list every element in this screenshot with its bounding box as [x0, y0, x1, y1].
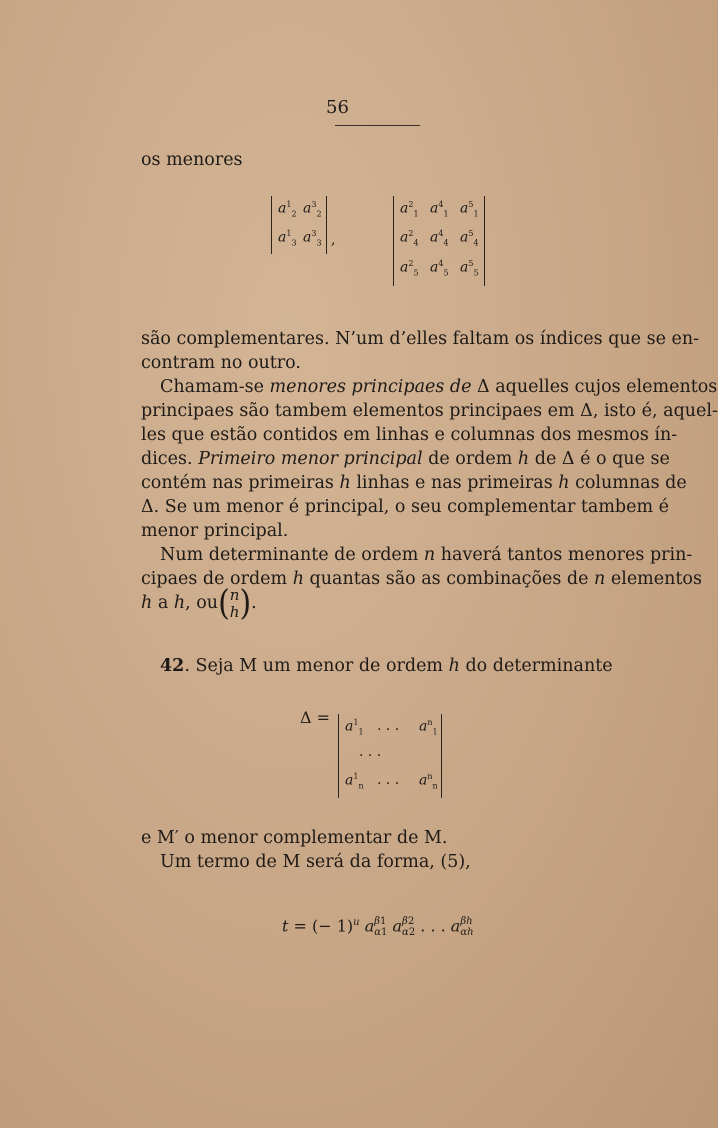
matrix-dots: . . .: [359, 744, 382, 760]
matrix-cell: $a^5_4$: [460, 229, 479, 248]
matrix-cell: $a^3_2$: [303, 200, 322, 219]
matrix-cell: $a^1_3$: [278, 229, 297, 248]
text-line: h a h, ou(n h).: [141, 582, 257, 624]
text-line: contram no outro.: [141, 353, 301, 373]
matrix-dots: . . .: [377, 718, 400, 734]
matrix-cell: $a^3_3$: [303, 229, 322, 248]
text-line: dices. Primeiro menor principal de ordem h de Δ é o que se: [141, 449, 670, 469]
matrix-cell: $a^2_5$: [400, 259, 419, 278]
binomial: n h: [229, 585, 240, 621]
text-line: principaes são tambem elementos principaes em Δ, isto é, aquel-: [141, 401, 718, 421]
determinant-matrix-2: [393, 196, 485, 286]
formula-term: t = (− 1)$^u$ aβ1 α1 aβ2 α2 . . . aβh αh: [282, 916, 474, 938]
header-rule: [335, 125, 420, 126]
matrix-cell: $a^n_n$: [419, 772, 438, 791]
text-line: Um termo de M será da forma, (5),: [160, 852, 471, 872]
matrix-cell: $a^5_5$: [460, 259, 479, 278]
matrix-cell: $a^n_1$: [419, 718, 438, 737]
matrix-cell: $a^2_4$: [400, 229, 419, 248]
text-line: menor principal.: [141, 521, 289, 541]
determinant-matrix-1: [271, 196, 327, 254]
matrix-cell: $a^2_1$: [400, 200, 419, 219]
matrix-dots: . . .: [377, 772, 400, 788]
matrix-cell: $a^5_1$: [460, 200, 479, 219]
text-line: são complementares. N’um d’elles faltam os índices que se en-: [141, 329, 700, 349]
text-line: Chamam-se menores principaes de Δ aquelles cujos elementos: [160, 377, 718, 397]
section-heading: 42. Seja M um menor de ordem h do determinante: [160, 656, 613, 676]
matrix-cell: $a^4_5$: [430, 259, 449, 278]
matrix-cell: $a^1_1$: [345, 718, 364, 737]
text-line: os menores: [141, 150, 243, 170]
text-line: cipaes de ordem h quantas são as combinações de n elementos: [141, 569, 702, 589]
delta-label: Δ =: [300, 708, 331, 727]
matrix-cell: $a^4_1$: [430, 200, 449, 219]
comma: ,: [331, 232, 336, 248]
page-number: 56: [326, 97, 349, 118]
matrix-cell: $a^4_4$: [430, 229, 449, 248]
text-line: e M′ o menor complementar de M.: [141, 828, 448, 848]
text-line: Num determinante de ordem n haverá tantos menores prin-: [160, 545, 693, 565]
matrix-cell: $a^1_2$: [278, 200, 297, 219]
matrix-cell: $a^1_n$: [345, 772, 364, 791]
text-line: contém nas primeiras h linhas e nas primeiras h columnas de: [141, 473, 687, 493]
determinant-matrix-delta: [338, 714, 442, 798]
text-line: les que estão contidos em linhas e columnas dos mesmos ín-: [141, 425, 678, 445]
text-line: Δ. Se um menor é principal, o seu complementar tambem é: [141, 497, 669, 517]
